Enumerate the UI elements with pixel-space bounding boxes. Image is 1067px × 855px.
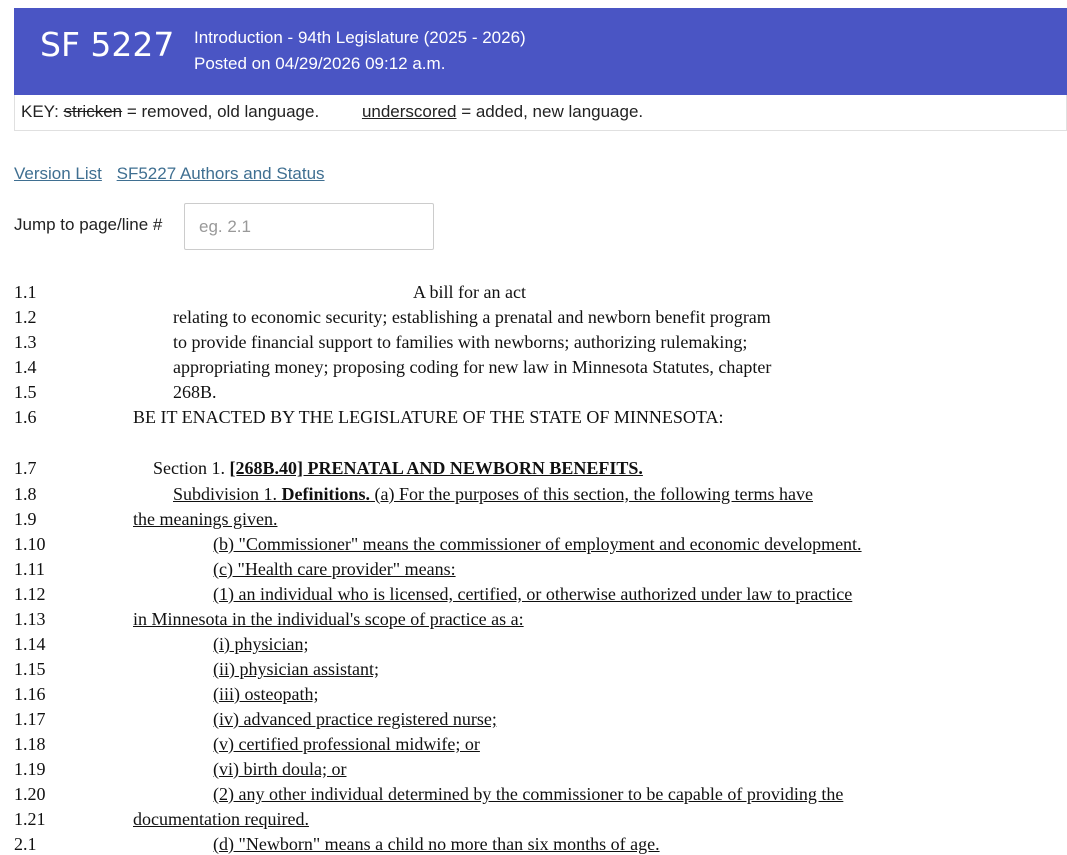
bill-line: the meanings given. [133, 509, 278, 529]
line-number: 1.3 [14, 332, 37, 352]
authors-status-link[interactable]: SF5227 Authors and Status [116, 164, 325, 183]
bill-line: in Minnesota in the individual's scope of practice as a: [133, 609, 524, 629]
bill-line: A bill for an act [413, 282, 526, 302]
bill-line: (b) "Commissioner" means the commissioner of employment and economic development. [213, 534, 862, 554]
bill-line: (ii) physician assistant; [213, 659, 379, 679]
key-underscored-desc: = added, new language. [461, 102, 644, 121]
line-number: 1.16 [14, 684, 46, 704]
bill-line: (iii) osteopath; [213, 684, 319, 704]
line-number: 1.2 [14, 307, 37, 327]
line-number: 1.9 [14, 509, 37, 529]
bill-line: (iv) advanced practice registered nurse; [213, 709, 497, 729]
bill-line: (vi) birth doula; or [213, 759, 347, 779]
line-number: 1.15 [14, 659, 46, 679]
line-number: 1.11 [14, 559, 45, 579]
line-number: 1.4 [14, 357, 37, 377]
version-list-link[interactable]: Version List [14, 164, 102, 183]
bill-links [14, 162, 335, 186]
subdivision-text: (a) For the purposes of this section, the following terms have [374, 484, 813, 504]
bill-line: documentation required. [133, 809, 309, 829]
bill-line: to provide financial support to families with newborns; authorizing rulemaking; [173, 332, 748, 352]
key-stricken-desc: = removed, old language. [126, 102, 320, 121]
line-number: 1.17 [14, 709, 46, 729]
line-number: 1.6 [14, 407, 37, 427]
bill-line: relating to economic security; establishing a prenatal and newborn benefit program [173, 307, 771, 327]
bill-line: 268B. [173, 382, 217, 402]
bill-line: BE IT ENACTED BY THE LEGISLATURE OF THE STATE OF MINNESOTA: [133, 407, 724, 427]
jump-input[interactable] [184, 203, 434, 250]
bill-stage: Introduction - 94th Legislature (2025 - 2026) [194, 28, 526, 47]
subdivision-line [173, 484, 813, 505]
key-prefix: KEY: [21, 102, 59, 121]
line-number: 1.21 [14, 809, 46, 829]
line-number: 1.14 [14, 634, 46, 654]
line-number: 1.18 [14, 734, 46, 754]
bill-line: (c) "Health care provider" means: [213, 559, 456, 579]
bill-line: (d) "Newborn" means a child no more than six months of age. [213, 834, 660, 854]
bill-header [14, 8, 1067, 95]
bill-line: (v) certified professional midwife; or [213, 734, 480, 754]
key-stricken: stricken [63, 102, 123, 121]
jump-label: Jump to page/line # [14, 215, 163, 234]
bill-meta [194, 25, 526, 77]
line-number: 1.5 [14, 382, 37, 402]
bill-line: (2) any other individual determined by the commissioner to be capable of providing the [213, 784, 844, 804]
subdivision-heading: Definitions. [281, 484, 371, 504]
section-label: Section 1. [153, 458, 230, 478]
bill-line: appropriating money; proposing coding for new law in Minnesota Statutes, chapter [173, 357, 772, 377]
section-title: [268B.40] PRENATAL AND NEWBORN BENEFITS. [229, 458, 643, 478]
line-number: 1.7 [14, 458, 37, 478]
subdivision-label: Subdivision 1. [173, 484, 278, 504]
key-underscored: underscored [361, 102, 457, 121]
line-number: 1.19 [14, 759, 46, 779]
line-number: 1.10 [14, 534, 46, 554]
line-number: 2.1 [14, 834, 37, 854]
line-number: 1.8 [14, 484, 37, 504]
key-legend [14, 95, 1067, 131]
line-number: 1.13 [14, 609, 46, 629]
line-number: 1.1 [14, 282, 37, 302]
line-number: 1.20 [14, 784, 46, 804]
posted-date: Posted on 04/29/2026 09:12 a.m. [194, 54, 446, 73]
bill-line: (i) physician; [213, 634, 309, 654]
bill-number: SF 5227 [40, 25, 175, 64]
line-number: 1.12 [14, 584, 46, 604]
bill-line: (1) an individual who is licensed, certified, or otherwise authorized under law to practice [213, 584, 853, 604]
section-heading [153, 458, 643, 479]
